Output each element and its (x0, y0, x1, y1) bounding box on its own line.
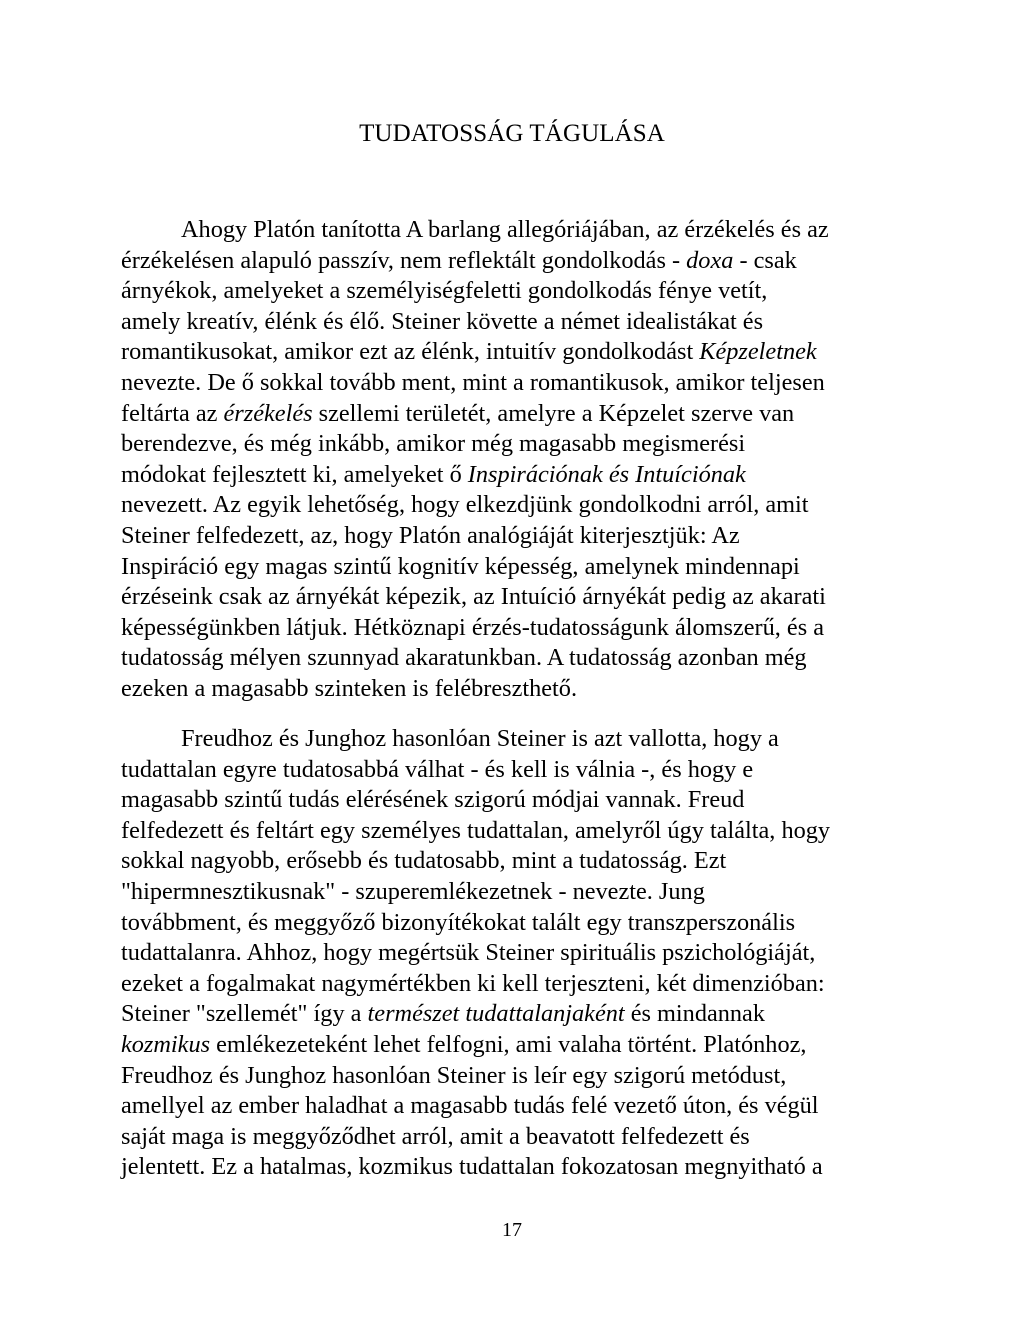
page-number: 17 (502, 1219, 522, 1241)
text-line (121, 613, 905, 644)
text-line (121, 399, 905, 430)
text-line (121, 460, 905, 491)
text-run: Ahogy Platón tanította A barlang allegóriájában, az érzékelés és az (181, 216, 829, 243)
text-run: amely kreatív, élénk és élő. Steiner követte a német idealistákat és (121, 307, 764, 335)
text-run: tudattalan egyre tudatosabbá válhat - és kell is válnia -, és hogy e (121, 755, 754, 783)
text-run: jelentett. Ez a hatalmas, kozmikus tudattalan fokozatosan megnyitható a (121, 1153, 823, 1181)
text-line (121, 643, 905, 674)
text-line (121, 938, 905, 969)
text-run: feltárta az (121, 399, 224, 427)
text-run: módokat fejlesztett ki, amelyeket ő (121, 460, 468, 488)
text-run: saját maga is meggyőződhet arról, amit a beavatott felfedezett és (121, 1122, 750, 1150)
text-line (121, 307, 905, 338)
text-line (121, 908, 905, 939)
text-run: és mindannak (624, 1000, 765, 1028)
text-run: érzékelésen alapuló passzív, nem reflektált gondolkodás - (121, 246, 687, 274)
text-line (121, 490, 905, 521)
text-run: tudattalanra. Ahhoz, hogy megértsük Steiner spirituális pszichológiáját, (121, 939, 816, 967)
text-run: nevezte. De ő sokkal tovább ment, mint a romantikusok, amikor teljesen (121, 368, 825, 396)
text-line (121, 521, 905, 552)
text-line (121, 368, 905, 399)
text-run: árnyékok, amelyeket a személyiségfeletti gondolkodás fénye vetít, (121, 277, 768, 305)
text-line (121, 552, 905, 583)
text-run: felfedezett és feltárt egy személyes tudattalan, amelyről úgy találta, hogy (121, 816, 831, 844)
text-line (121, 755, 905, 786)
text-run: szellemi területét, amelyre a Képzelet szerve van (312, 399, 795, 427)
text-line (121, 785, 905, 816)
paragraph-2 (121, 724, 905, 1183)
text-line (121, 969, 905, 1000)
text-run: ezeken a magasabb szinteken is felébreszthető. (121, 674, 578, 702)
text-line (121, 674, 905, 705)
text-line (121, 276, 905, 307)
text-run: Steiner felfedezett, az, hogy Platón analógiáját kiterjesztjük: Az (121, 521, 740, 549)
text-run: Freudhoz és Junghoz hasonlóan Steiner is leír egy szigorú metódust, (121, 1061, 787, 1089)
text-run: - csak (733, 246, 797, 274)
page-title: TUDATOSSÁG TÁGULÁSA (359, 120, 665, 147)
text-line (121, 337, 905, 368)
text-line (121, 877, 905, 908)
text-run: továbbment, és meggyőző bizonyítékokat talált egy transzperszonális (121, 908, 796, 936)
text-run: emlékezeteként lehet felfogni, ami valaha történt. Platónhoz, (210, 1030, 807, 1058)
text-line (121, 1061, 905, 1092)
italic-term: Inspirációnak és Intuíciónak (467, 460, 746, 488)
text-line (121, 429, 905, 460)
text-run: érzéseink csak az árnyékát képezik, az Intuíció árnyékát pedig az akarati (121, 583, 826, 611)
text-line (121, 582, 905, 613)
text-line (121, 1152, 905, 1183)
text-run: képességünkben látjuk. Hétköznapi érzés-tudatosságunk álomszerű, és a (121, 613, 825, 641)
text-run: Inspiráció egy magas szintű kognitív képesség, amelynek mindennapi (121, 552, 800, 580)
text-run: romantikusokat, amikor ezt az élénk, intuitív gondolkodást (121, 338, 700, 366)
text-run: nevezett. Az egyik lehetőség, hogy elkezdjünk gondolkodni arról, amit (121, 491, 809, 519)
text-line (121, 1030, 905, 1061)
italic-term: természet tudattalanjaként (367, 1000, 625, 1028)
text-line (121, 724, 905, 755)
italic-term: doxa (686, 246, 734, 274)
text-line (121, 215, 905, 246)
text-run: magasabb szintű tudás elérésének szigorú módjai vannak. Freud (121, 786, 745, 814)
text-run: ezeket a fogalmakat nagymértékben ki kell terjeszteni, két dimenzióban: (121, 969, 825, 997)
text-run: berendezve, és még inkább, amikor még magasabb megismerési (121, 430, 746, 458)
text-run: amellyel az ember haladhat a magasabb tudás felé vezető úton, és végül (121, 1092, 819, 1120)
italic-term: érzékelés (223, 399, 313, 427)
text-line (121, 246, 905, 277)
text-run: Steiner "szellemét" így a (121, 1000, 368, 1028)
text-line (121, 846, 905, 877)
text-run: "hipermnesztikusnak" - szuperemlékezetnek - nevezte. Jung (121, 877, 705, 905)
italic-term: Képzeletnek (699, 338, 817, 366)
text-line (121, 1091, 905, 1122)
text-run: Freudhoz és Junghoz hasonlóan Steiner is azt vallotta, hogy a (181, 725, 779, 752)
text-line (121, 999, 905, 1030)
text-run: sokkal nagyobb, erősebb és tudatosabb, mint a tudatosság. Ezt (121, 847, 727, 875)
italic-term: kozmikus (121, 1030, 211, 1058)
paragraph-1 (121, 215, 905, 705)
text-run: tudatosság mélyen szunnyad akaratunkban. A tudatosság azonban még (121, 644, 807, 672)
text-line (121, 1122, 905, 1153)
text-line (121, 816, 905, 847)
